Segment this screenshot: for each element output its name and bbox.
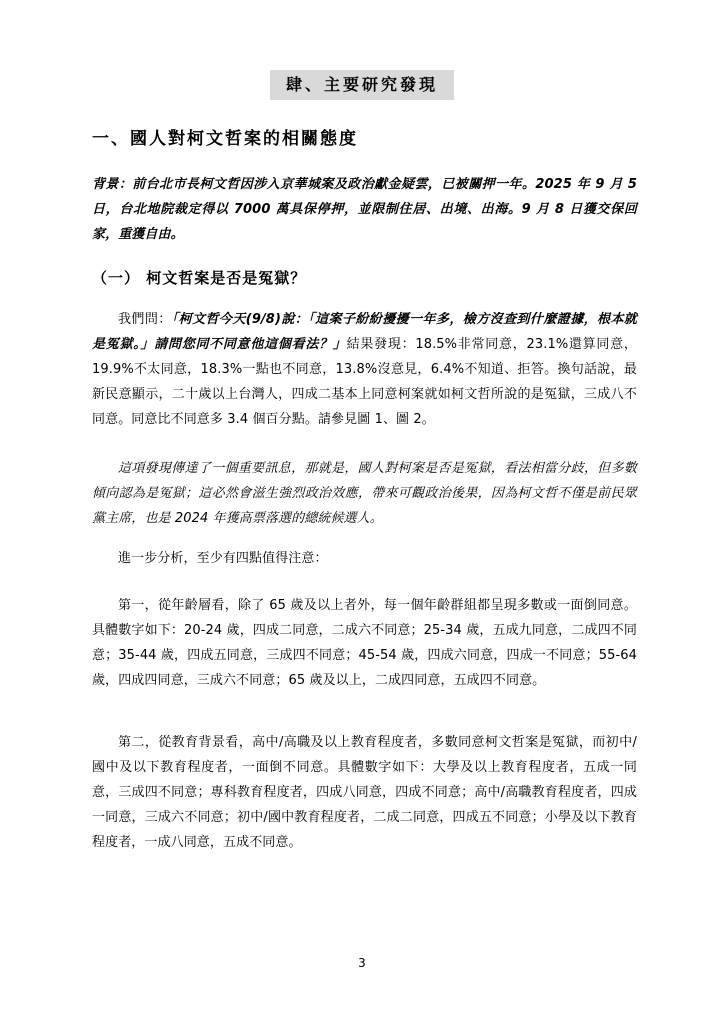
- subsection-title: （一） 柯文哲案是否是冤獄？: [92, 269, 307, 287]
- background-paragraph: 背景：前台北市長柯文哲因涉入京華城案及政治獻金疑雲，已被關押一年。2025 年 9 月 5 日，台北地院裁定得以 7000 萬具保停押，並限制住居、出境、出海。9 月 8 日獲交保回家，重獲自由。: [92, 177, 637, 242]
- analysis-intro-paragraph: 進一步分析，至少有四點值得注意：: [118, 551, 328, 566]
- key-message-paragraph: 這項發現傳達了一個重要訊息，那就是，國人對柯案是否是冤獄，看法相當分歧，但多數傾向認為是冤獄；這必然會滋生強烈政治效應，帶來可觀政治後果，因為柯文哲不僅是前民眾黨主席，也是 2024 年獲高票落選的總統候選人。: [92, 461, 637, 526]
- page-number: 3: [358, 956, 366, 970]
- survey-question: 「柯文哲今天(9/8)說：「這案子紛紛擾擾一年多，檢方沒查到什麼證據，根本就是冤獄。」請問您同不同意他這個看法？」: [92, 312, 637, 352]
- survey-result: 結果發現：18.5%非常同意，23.1%還算同意，19.9%不太同意，18.3%一點也不同意，13.8%沒意見，6.4%不知道、拒答。換句話說，最新民意顯示，二十歲以上台灣人，四成二基本上同意柯案就如柯文哲所說的是冤獄，三成八不同意。同意比不同意多 3.4 個百分點。請參見圖 1、圖 2。: [92, 337, 637, 427]
- age-analysis-paragraph: 第一，從年齡層看，除了 65 歲及以上者外，每一個年齡群組都呈現多數或一面倒同意。具體數字如下：20-24 歲，四成二同意，二成六不同意；25-34 歲，五成九同意，二成四不同意；35-44 歲，四成五同意，三成四不同意；45-54 歲，四成六同意，四成一不同意；55-64 歲，四成四同意，三成六不同意；65 歲及以上，二成四同意，五成四不同意。: [92, 598, 637, 688]
- education-analysis-paragraph: 第二，從教育背景看，高中/高職及以上教育程度者，多數同意柯文哲案是冤獄，而初中/國中及以下教育程度者，一面倒不同意。具體數字如下：大學及以上教育程度者，五成一同意，三成四不同意；專科教育程度者，四成八同意，四成不同意；高中/高職教育程度者，四成一同意，三成六不同意；初中/國中教育程度者，二成二同意，四成五不同意；小學及以下教育程度者，一成八同意，五成不同意。: [92, 735, 637, 850]
- chapter-title: 肆、主要研究發現: [270, 70, 454, 100]
- survey-question-paragraph: [92, 307, 637, 432]
- question-intro: 我們問：: [118, 312, 172, 327]
- section-title: 一、國人對柯文哲案的相關態度: [92, 129, 358, 149]
